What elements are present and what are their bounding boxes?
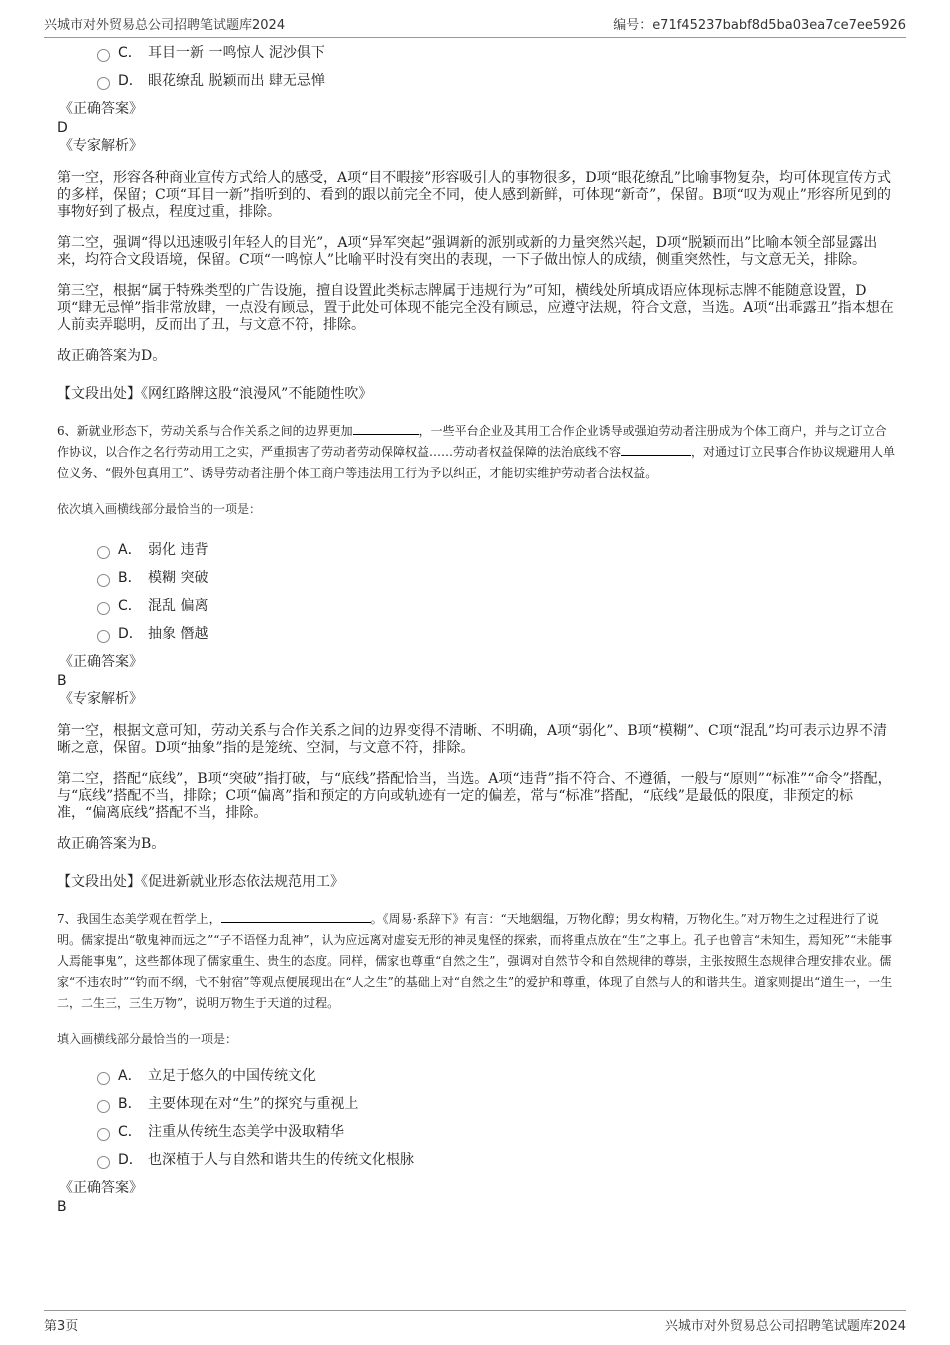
q6-options [57, 535, 897, 647]
option-letter: D． [118, 73, 143, 89]
page-header [44, 14, 906, 38]
source-citation: 【文段出处】《促进新就业形态依法规范用工》 [57, 874, 344, 890]
option-text: 也深植于人与自然和谐共生的传统文化根脉 [148, 1152, 414, 1168]
q5-options [57, 38, 897, 94]
question-text-part: 6、新就业形态下，劳动关系与合作关系之间的边界更加 [57, 424, 353, 438]
radio-icon[interactable] [97, 1156, 110, 1169]
radio-icon[interactable] [97, 602, 110, 615]
option-text: 混乱 偏离 [148, 598, 209, 614]
radio-icon[interactable] [97, 630, 110, 643]
option-letter: D． [118, 626, 143, 642]
answer-value: D [57, 120, 68, 136]
option-c[interactable] [97, 591, 897, 619]
option-text: 抽象 僭越 [148, 626, 209, 642]
option-letter: D． [118, 1152, 143, 1168]
answer-label: 《正确答案》 [59, 654, 143, 670]
option-text: 弱化 违背 [148, 542, 209, 558]
option-letter: A． [118, 1068, 142, 1084]
page-footer [44, 1310, 906, 1334]
option-letter: A． [118, 542, 142, 558]
option-b[interactable] [97, 1089, 897, 1117]
option-text: 眼花缭乱 脱颖而出 肆无忌惮 [148, 73, 325, 89]
option-a[interactable] [97, 1061, 897, 1089]
fill-blank [621, 443, 691, 456]
analysis-conclusion: 故正确答案为D。 [57, 348, 167, 364]
answer-value: B [57, 673, 67, 689]
option-c[interactable] [97, 1117, 897, 1145]
analysis-conclusion: 故正确答案为B。 [57, 836, 166, 852]
option-b[interactable] [97, 563, 897, 591]
radio-icon[interactable] [97, 1128, 110, 1141]
page-number: 第3页 [44, 1319, 79, 1334]
fill-blank [353, 422, 419, 435]
option-a[interactable] [97, 535, 897, 563]
fill-blank [221, 910, 371, 923]
option-c[interactable] [97, 38, 897, 66]
option-d[interactable] [97, 1145, 897, 1173]
source-citation: 【文段出处】《网红路牌这股“浪漫风”不能随性吹》 [57, 386, 373, 402]
question-text-part: ，对通过订立民事合作协议规避用人单位义务、“假外包真用工”、诱导劳动者注册个体工商户等违法用工行为予以纠正，才能切实维护劳动者合法权益。 [57, 445, 896, 480]
analysis-paragraph: 第一空，形容各种商业宣传方式给人的感受，A项“目不暇接”形容吸引人的事物很多，D项“眼花缭乱”比喻事物复杂，均可体现宣传方式的多样，保留；C项“耳目一新”指听到的、看到的跟以前完全不同，使人感到新鲜，可体现“新奇”，保留。B项“叹为观止”形容所见到的事物好到了极点，程度过重，排除。 [57, 170, 891, 220]
question-text-part: ，一些平台企业及其用工合作企业诱导或强迫劳动者注册成为个体工商户，并与之订立合作协议，以合作之名行劳动用工之实，严重损害了劳动者劳动保障权益……劳动者权益保障的法治底线不容 [57, 424, 887, 459]
analysis-label: 《专家解析》 [59, 691, 143, 707]
radio-icon[interactable] [97, 77, 110, 90]
option-letter: B． [118, 570, 142, 586]
q7-options [57, 1061, 897, 1173]
answer-value: B [57, 1199, 67, 1215]
option-text: 注重从传统生态美学中汲取精华 [148, 1124, 344, 1140]
radio-icon[interactable] [97, 1100, 110, 1113]
radio-icon[interactable] [97, 546, 110, 559]
question-text [57, 909, 897, 1014]
analysis-paragraph: 第二空，搭配“底线”，B项“突破”指打破，与“底线”搭配恰当，当选。A项“违背”指不符合、不遵循，一般与“原则”“标准”“命令”搭配，与“底线”搭配不当，排除；C项“偏离”指和预定的方向或轨迹有一定的偏差，常与“标准”搭配，“底线”是最低的限度，非预定的标准，“偏离底线”搭配不当，排除。 [57, 771, 892, 821]
page-content [57, 40, 897, 1216]
option-text: 耳目一新 一鸣惊人 泥沙俱下 [148, 45, 325, 61]
option-letter: C． [118, 45, 142, 61]
question-text-part: 。《周易·系辞下》有言：“天地絪缊，万物化醇；男女构精，万物化生。”对万物生之过程进行了说明。儒家提出“敬鬼神而远之”“子不语怪力乱神”，认为应远离对虚妄无形的神灵鬼怪的探索，而将重点放在“生”之事上。孔子也曾言“未知生，焉知死”“未能事人焉能事鬼”，这些都体现了儒家重生、贵生的态度。同样，儒家也尊重“自然之生”，强调对自然节令和自然规律的尊崇，主张按照生态规律合理安排农业。儒家“不违农时”“钓而不纲，弋不射宿”等观点便展现出在“人之生”的基础上对“自然之生”的爱护和尊重，体现了自然与人的和谐共生。道家则提出“道生一，一生二，二生三，三生万物”，说明万物生于天道的过程。 [57, 912, 893, 1010]
analysis-paragraph: 第三空，根据“属于特殊类型的广告设施，擅自设置此类标志牌属于违规行为”可知，横线处所填成语应体现标志牌不能随意设置，D项“肆无忌惮”指非常放肆，一点没有顾忌，置于此处可体现不能完全没有顾忌，应遵守法规，符合文意，当选。A项“出乖露丑”指本想在人前卖弄聪明，反而出了丑，与文意不符，排除。 [57, 283, 894, 333]
header-title: 兴城市对外贸易总公司招聘笔试题库2024 [44, 18, 286, 33]
question-prompt: 依次填入画横线部分最恰当的一项是： [57, 502, 262, 516]
option-letter: C． [118, 598, 142, 614]
header-code: 编号：e71f45237babf8d5ba03ea7ce7ee5926 [613, 18, 906, 33]
question-text [57, 421, 897, 484]
radio-icon[interactable] [97, 1072, 110, 1085]
question-prompt: 填入画横线部分最恰当的一项是： [57, 1032, 238, 1046]
footer-title: 兴城市对外贸易总公司招聘笔试题库2024 [664, 1319, 906, 1334]
option-d[interactable] [97, 619, 897, 647]
option-text: 主要体现在对“生”的探究与重视上 [148, 1096, 359, 1112]
radio-icon[interactable] [97, 49, 110, 62]
question-text-part: 7、我国生态美学观在哲学上， [57, 912, 221, 926]
option-text: 立足于悠久的中国传统文化 [148, 1068, 316, 1084]
analysis-paragraph: 第二空，强调“得以迅速吸引年轻人的目光”，A项“异军突起”强调新的派别或新的力量突然兴起，D项“脱颖而出”比喻本领全部显露出来，均符合文段语境，保留。C项“一鸣惊人”比喻平时没有突出的表现，一下子做出惊人的成绩，侧重突然性，与文意无关，排除。 [57, 235, 878, 268]
option-letter: B． [118, 1096, 142, 1112]
answer-label: 《正确答案》 [59, 101, 143, 117]
radio-icon[interactable] [97, 574, 110, 587]
option-text: 模糊 突破 [148, 570, 209, 586]
analysis-label: 《专家解析》 [59, 138, 143, 154]
option-d[interactable] [97, 66, 897, 94]
answer-label: 《正确答案》 [59, 1180, 143, 1196]
analysis-paragraph: 第一空，根据文意可知，劳动关系与合作关系之间的边界变得不清晰、不明确，A项“弱化”、B项“模糊”、C项“混乱”均可表示边界不清晰之意，保留。D项“抽象”指的是笼统、空洞，与文意不符，排除。 [57, 723, 888, 756]
option-letter: C． [118, 1124, 142, 1140]
